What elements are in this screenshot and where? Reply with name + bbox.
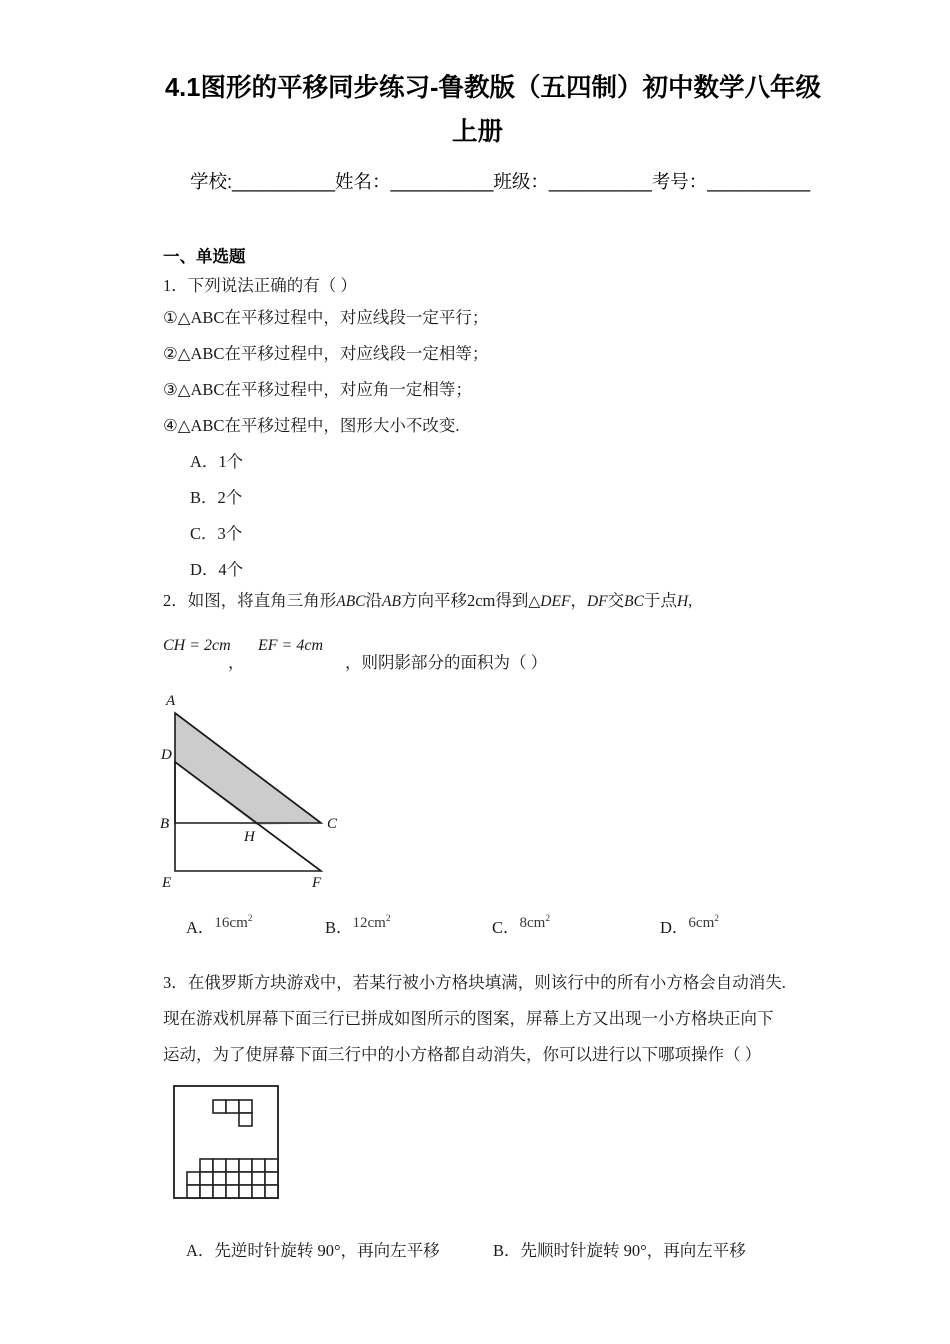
figure-label-e: E	[162, 875, 172, 891]
math-abc: ABC	[336, 593, 366, 610]
question-2-stem-comma-1: ，	[228, 653, 245, 672]
question-2-stem	[163, 590, 692, 613]
question-2-stem-mid-2: 方向平移2cm得到	[400, 591, 529, 610]
question-1-option-d[interactable]: D．4个	[190, 560, 244, 579]
translated-right-triangle-svg	[160, 695, 360, 895]
header-fields: 学校:__________姓名：__________班级：__________考号：__________	[190, 171, 811, 192]
question-3-option-a[interactable]: A．先逆时针旋转 90°，再向左平移	[186, 1241, 440, 1260]
math-h: H	[676, 593, 689, 610]
question-2-stem-prefix: 2．如图，将直角三角形	[163, 591, 337, 610]
question-2-figure	[160, 695, 360, 895]
question-2-stem-tail: ，则阴影部分的面积为（ ）	[345, 653, 548, 672]
question-3-line-1: 3．在俄罗斯方块游戏中，若某行被小方格块填满，则该行中的所有小方格会自动消失.	[163, 973, 786, 992]
stacked-blocks	[187, 1159, 278, 1198]
question-2-option-b[interactable]	[325, 908, 391, 937]
math-df: DF	[586, 593, 608, 610]
section-heading-single-choice: 一、单选题	[163, 248, 246, 266]
figure-label-b: B	[160, 816, 170, 832]
question-2-option-b-value: $12cm^2$	[352, 914, 391, 931]
math-def: △DEF	[528, 593, 571, 610]
question-2-option-a[interactable]	[186, 908, 253, 937]
question-1-statement-1: ①△ABC在平移过程中，对应线段一定平行；	[163, 308, 489, 327]
figure-label-a: A	[166, 693, 176, 709]
question-2-option-d-letter: D．	[660, 918, 689, 937]
question-1-statement-3: ③△ABC在平移过程中，对应角一定相等；	[163, 380, 472, 399]
question-1-statement-2: ②△ABC在平移过程中，对应线段一定相等；	[163, 344, 489, 363]
question-2-stem-mid-5: 于点	[643, 591, 677, 610]
math-ef-equals: EF = 4cm	[258, 637, 323, 654]
question-1-option-b[interactable]: B．2个	[190, 488, 243, 507]
question-2-option-d[interactable]	[660, 908, 719, 937]
math-bc: BC	[624, 593, 644, 610]
question-1-stem: 1．下列说法正确的有（ ）	[163, 276, 357, 295]
question-2-option-a-letter: A．	[186, 918, 215, 937]
question-1-statement-4: ④△ABC在平移过程中，图形大小不改变.	[163, 416, 460, 435]
figure-label-h: H	[244, 829, 255, 845]
figure-label-d: D	[161, 747, 172, 763]
figure-label-c: C	[327, 816, 338, 832]
question-3-option-b[interactable]: B．先顺时针旋转 90°，再向左平移	[493, 1241, 746, 1260]
math-ch-equals: CH = 2cm	[163, 637, 231, 654]
question-2-option-c[interactable]	[492, 908, 551, 937]
question-2-option-b-letter: B．	[325, 918, 353, 937]
question-3-line-2: 现在游戏机屏幕下面三行已拼成如图所示的图案，屏幕上方又出现一小方格块正向下	[163, 1009, 774, 1028]
question-2-option-d-value: $6cm^2$	[688, 914, 719, 931]
question-2-stem-suffix: ,	[688, 591, 693, 610]
math-ab: AB	[382, 593, 401, 610]
question-2-stem-mid-1: 沿	[365, 591, 383, 610]
question-2-option-c-value: $8cm^2$	[519, 914, 551, 931]
page-title	[165, 66, 821, 154]
question-2-option-a-value: $16cm^2$	[214, 914, 253, 931]
question-2-option-c-letter: C．	[492, 918, 520, 937]
question-2-stem-mid-4: 交	[607, 591, 625, 610]
page-title-line-1: 4.1图形的平移同步练习-鲁教版（五四制）初中数学八年级	[165, 74, 821, 102]
question-3-figure	[168, 1082, 288, 1202]
question-1-option-a[interactable]: A．1个	[190, 452, 244, 471]
question-3-line-3: 运动，为了使屏幕下面三行中的小方格都自动消失，你可以进行以下哪项操作（ ）	[163, 1045, 762, 1064]
tetris-board-svg	[168, 1082, 288, 1202]
figure-label-f: F	[312, 875, 322, 891]
page-title-line-2: 上册	[451, 118, 503, 146]
question-1-option-c[interactable]: C．3个	[190, 524, 243, 543]
question-2-stem-mid-3: ，	[570, 591, 587, 610]
